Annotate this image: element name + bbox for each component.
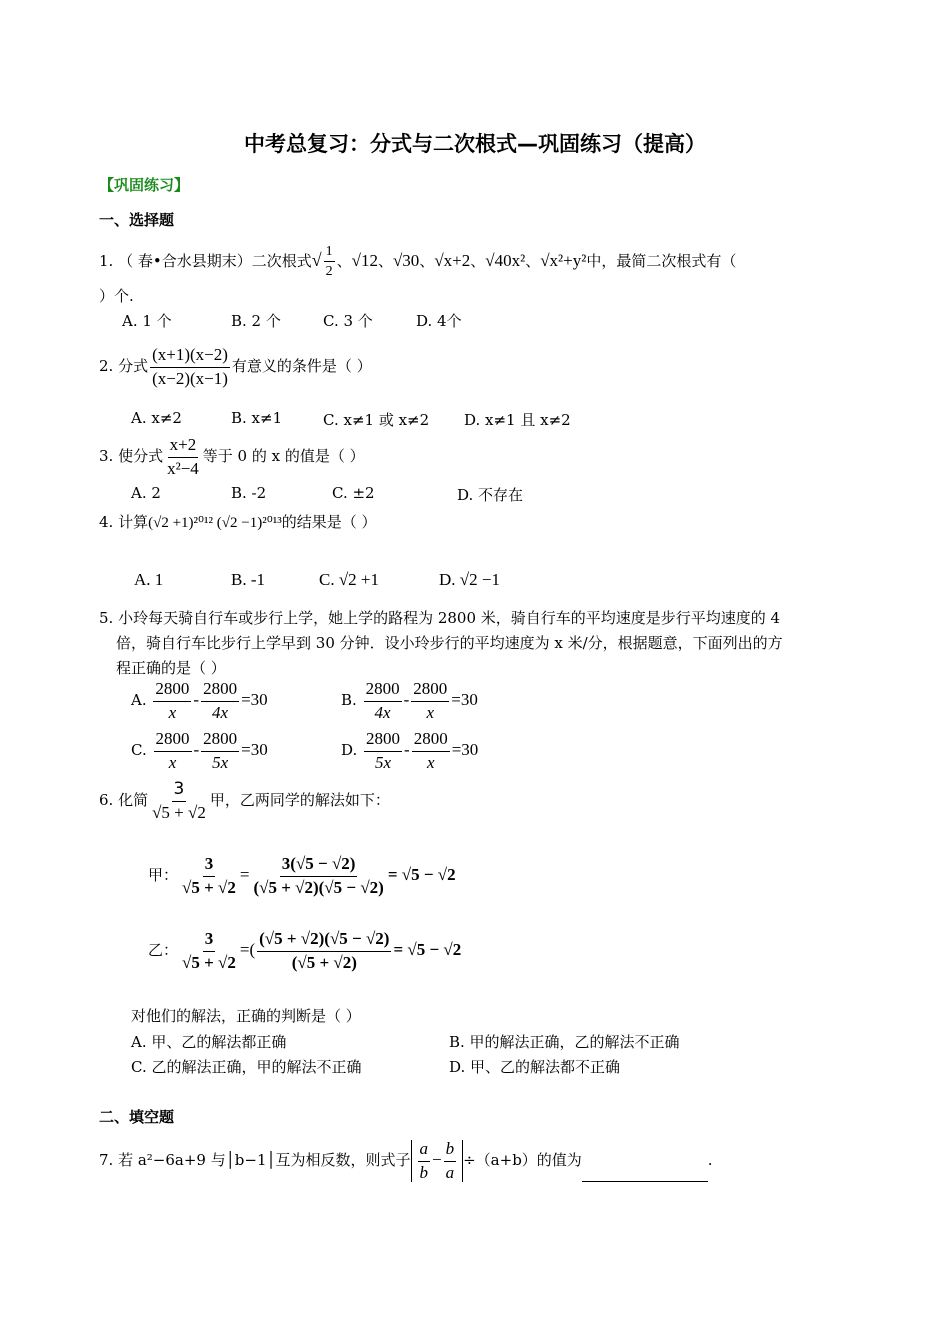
- q5-d-d2: x: [426, 752, 435, 772]
- q3-option-c: C. ±2: [332, 484, 375, 502]
- question-6: [99, 780, 390, 822]
- q5-d-frac1: [364, 730, 402, 772]
- q6-yi-frac2: [257, 930, 391, 972]
- q2-denominator: (x−2)(x−1): [152, 368, 228, 388]
- q6-yi-result: = √5 − √2: [393, 940, 462, 960]
- q1-option-c: C. 3 个: [323, 312, 373, 330]
- q4-option-c: C. √2 +1: [319, 570, 380, 589]
- q5-b-minus: -: [403, 690, 410, 710]
- q5-label-a: A.: [131, 691, 147, 710]
- q6-option-d: D. 甲、乙的解法都不正确: [449, 1058, 621, 1076]
- q7-frac-ab: [418, 1140, 431, 1182]
- q1-tail: ）个.: [99, 287, 134, 305]
- q6-jia-frac2: [251, 855, 385, 897]
- q4-option-a: A. 1: [134, 570, 164, 589]
- q6-question: 对他们的解法，正确的判断是（ ）: [131, 1007, 361, 1025]
- q5-option-a: [131, 680, 268, 722]
- q5-b-frac2: [411, 680, 449, 722]
- q1-radical-12: √12: [351, 250, 378, 270]
- q6-jia-d2: (√5 + √2)(√5 − √2): [253, 877, 384, 897]
- q5-b-d2: x: [426, 702, 435, 722]
- q6-jia-frac1: [180, 855, 238, 897]
- q6-yi-eq: =(: [239, 940, 256, 960]
- q6-jia-label: 甲：: [148, 866, 179, 885]
- q4-expression: (√2 +1)²⁰¹² (√2 −1)²⁰¹³: [148, 515, 282, 531]
- q7-end: .: [707, 1151, 713, 1170]
- q5-b-eq: =30: [451, 690, 478, 710]
- q5-c-frac1: [154, 730, 192, 772]
- q5-option-d: [341, 730, 478, 772]
- q5-a-n2: 2800: [201, 680, 239, 702]
- q5-line-2: 倍，骑自行车比步行上学早到 30 分钟．设小玲步行的平均速度为 x 米/分，根据题意，下面列出的方: [116, 634, 783, 652]
- q6-option-b: B. 甲的解法正确，乙的解法不正确: [449, 1033, 680, 1051]
- q5-a-frac2: [201, 680, 239, 722]
- q5-line-1: 5. 小玲每天骑自行车或步行上学，她上学的路程为 2800 米，骑自行车的平均速度是步行平均速度的 4: [99, 609, 781, 627]
- question-2: [99, 346, 372, 388]
- q2-prefix: 2. 分式: [99, 357, 149, 376]
- q7-a-den: a: [445, 1162, 455, 1182]
- q6-fraction: [150, 780, 208, 822]
- q7-a-num: a: [418, 1140, 431, 1162]
- q6-yi-d1: √5 + √2: [182, 952, 236, 972]
- question-4: [99, 512, 377, 533]
- q1-radical-x2: √x+2: [434, 250, 471, 270]
- q5-d-minus: -: [404, 740, 410, 760]
- q1-radical-x2y2: √x²+y²: [540, 250, 587, 270]
- q5-a-eq: =30: [241, 690, 268, 710]
- q1-option-a: A. 1 个: [122, 312, 172, 330]
- q5-c-d2: 5x: [212, 752, 229, 772]
- q2-option-d: D. x≠1 且 x≠2: [464, 411, 571, 429]
- q2-option-c: C. x≠1 或 x≠2: [323, 411, 430, 429]
- q1-radical-30: √30: [392, 250, 420, 270]
- q5-label-b: B.: [341, 691, 357, 710]
- q5-label-d: D.: [341, 741, 358, 760]
- q5-c-n2: 2800: [201, 730, 239, 752]
- q2-suffix: 有意义的条件是（ ）: [231, 357, 372, 376]
- q5-d-d1: 5x: [375, 752, 392, 772]
- q5-d-eq: =30: [451, 740, 479, 760]
- q6-yi-d2: (√5 + √2): [291, 952, 357, 972]
- section-tag: 【巩固练习】: [99, 176, 190, 194]
- q6-prefix: 6. 化简: [99, 791, 149, 810]
- q5-option-b: [341, 680, 478, 722]
- q7-suffix: ÷（a+b）的值为: [463, 1151, 582, 1170]
- q5-label-c: C.: [131, 741, 147, 760]
- q5-b-n1: 2800: [364, 680, 402, 702]
- q5-b-d1: 4x: [374, 702, 391, 722]
- part2-heading: 二、填空题: [99, 1108, 175, 1126]
- question-3: [99, 436, 365, 478]
- q5-c-frac2: [201, 730, 239, 772]
- q6-jia-n2: 3(√5 − √2): [280, 855, 358, 877]
- q6-yi-frac1: [180, 930, 238, 972]
- q3-fraction: [165, 436, 201, 478]
- question-7: [99, 1140, 713, 1182]
- q1-prefix: 1. （ 春•合水县期末）二次根式: [99, 251, 312, 270]
- q5-c-d1: x: [168, 752, 177, 772]
- q4-option-b: B. -1: [231, 570, 265, 589]
- q2-option-b: B. x≠1: [231, 409, 283, 427]
- q4-option-d: D. √2 −1: [439, 570, 500, 589]
- q7-frac-ba: [444, 1140, 457, 1182]
- q5-line-3: 程正确的是（ ）: [116, 659, 226, 677]
- q6-option-a: A. 甲、乙的解法都正确: [131, 1033, 287, 1051]
- q5-a-minus: -: [193, 690, 200, 710]
- q5-a-d2: 4x: [212, 702, 229, 722]
- q6-numerator: 3: [172, 780, 187, 802]
- q1-radical-40x2: √40x²: [485, 250, 526, 270]
- q7-minus: −: [432, 1150, 442, 1170]
- q6-yi-n2: (√5 + √2)(√5 − √2): [257, 930, 391, 952]
- q6-jia-eq: =: [239, 865, 250, 885]
- q7-b-den: b: [419, 1162, 429, 1182]
- q7-answer-blank[interactable]: [582, 1167, 708, 1182]
- q7-b-num: b: [444, 1140, 457, 1162]
- q6-jia-d1: √5 + √2: [182, 877, 236, 897]
- q5-d-n2: 2800: [412, 730, 450, 752]
- q5-d-n1: 2800: [364, 730, 402, 752]
- q7-prefix: 7. 若 a²−6a+9 与│b−1│互为相反数，则式子: [99, 1151, 411, 1170]
- q4-suffix: 的结果是（ ）: [281, 513, 377, 531]
- q3-option-b: B. -2: [231, 484, 267, 502]
- q3-prefix: 3. 使分式: [99, 447, 164, 466]
- q2-fraction: [150, 346, 230, 388]
- q3-numerator: x+2: [168, 436, 199, 458]
- page-title: 中考总复习：分式与二次根式—巩固练习（提高）: [244, 132, 706, 156]
- q6-solution-jia: [148, 855, 456, 897]
- q7-absolute-value: [411, 1140, 464, 1182]
- q3-option-a: A. 2: [131, 484, 161, 502]
- q1-option-b: B. 2 个: [231, 312, 281, 330]
- q3-denominator: x²−4: [167, 458, 199, 478]
- part1-heading: 一、选择题: [99, 211, 175, 229]
- q5-c-n1: 2800: [154, 730, 192, 752]
- q6-solution-yi: [148, 930, 461, 972]
- q6-jia-n1: 3: [203, 855, 216, 877]
- q3-suffix: 等于 0 的 x 的值是（ ）: [202, 447, 365, 466]
- q5-c-eq: =30: [241, 740, 268, 760]
- q5-a-frac1: [153, 680, 191, 722]
- q6-denominator: √5 + √2: [152, 802, 206, 822]
- q6-option-c: C. 乙的解法正确，甲的解法不正确: [131, 1058, 362, 1076]
- q1-option-d: D. 4个: [416, 312, 462, 330]
- q5-b-n2: 2800: [411, 680, 449, 702]
- q5-c-minus: -: [193, 740, 200, 760]
- question-1: 1. （ 春•合水县期末）二次根式√ $\frac{1}{2}$ 、√12、√30、√x+2、√40x²、√x²+y²中，最简二次根式有（: [99, 244, 737, 280]
- q1-suffix: 中，最简二次根式有（: [586, 251, 737, 270]
- q5-b-frac1: [364, 680, 402, 722]
- q1-radical-half: √ $\frac{1}{2}$: [311, 244, 333, 280]
- q6-yi-n1: 3: [203, 930, 216, 952]
- q5-a-n1: 2800: [153, 680, 191, 702]
- q2-option-a: A. x≠2: [131, 409, 182, 427]
- q3-option-d: D. 不存在: [457, 486, 524, 504]
- q2-numerator: (x+1)(x−2): [150, 346, 230, 368]
- q4-prefix: 4. 计算: [99, 513, 149, 531]
- q6-yi-label: 乙：: [148, 941, 179, 960]
- q5-d-frac2: [412, 730, 450, 772]
- q5-a-d1: x: [168, 702, 177, 722]
- q6-suffix: 甲，乙两同学的解法如下：: [209, 791, 390, 810]
- q5-option-c: [131, 730, 268, 772]
- q6-jia-result: = √5 − √2: [387, 865, 456, 885]
